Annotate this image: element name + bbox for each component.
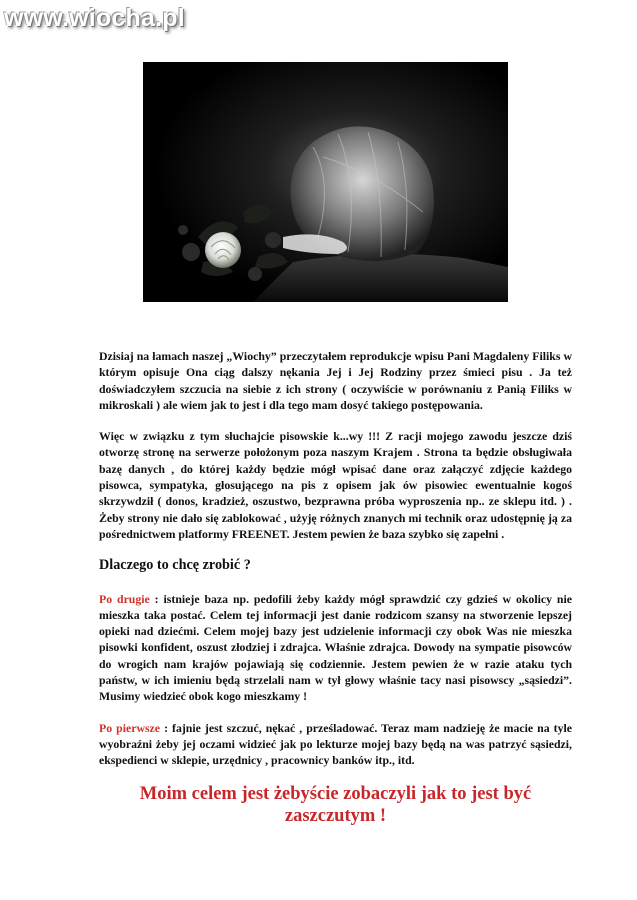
grieving-woman-photo [143, 62, 508, 302]
point-second [99, 591, 572, 705]
point-second-lead: Po drugie [99, 591, 150, 606]
paragraph-intro: Dzisiaj na łamach naszej „Wiochy” przeczytałem reprodukcje wpisu Pani Magdaleny Filiks w którym opisuje Ona ciąg dalszy nękania Jej i Jej Rodziny przez śmieci pisu . Ja też doświadczyłem szczucia na siebie z ich strony ( oczywiście w porównaniu z Panią Filiks w mikroskali ) ale wiem jak to jest i dla tego mam dosyć takiego postępowania. [99, 349, 572, 412]
article-body [99, 348, 572, 784]
point-second-text: : istnieje baza np. pedofili żeby każdy mógł sprawdzić czy gdzieś w okolicy nie mieszka taka postać. Celem tej informacji jest danie rodzicom szansy na stworzenie lepszej opieki nad dziećmi. Celem mojej bazy jest udzielenie informacji czy obok Was nie mieszka pisowki konfident, oszust złodziej i zdrajca. Właśnie zdrajca. Dowody na sympatie pisowców do wrogich nam krajów pojawiają się codziennie. Jestem pewien że w razie ataku tych państw, w ich imieniu będą strzelali nam w tył głowy właśnie tacy nasi pisowscy „sąsiedzi”. Musimy wiedzieć obok kogo mieszkamy ! [99, 591, 572, 704]
point-first-text: : fajnie jest szczuć, nękać , prześladować. Teraz mam nadzieję że macie na tyle wyobraźni żeby jej oczami widzieć jak po lekturze mojej bazy będą na was patrzyć sąsiedzi, ekspedienci w sklepie, urzędnicy , pracownicy banków itp., itd. [99, 720, 572, 768]
point-first [99, 720, 572, 769]
closing-statement: Moim celem jest żebyście zobaczyli jak to jest być zaszczutym ! [139, 784, 532, 826]
site-watermark: www.wiocha.pl [4, 4, 185, 32]
grieving-woman-with-rose-photo-icon [143, 62, 508, 302]
point-first-lead: Po pierwsze [99, 720, 161, 735]
paragraph-announcement: Więc w związku z tym słuchajcie pisowskie k...wy !!! Z racji mojego zawodu jeszcze dziś otworzę stronę na serwerze położonym poza naszym Krajem . Strona ta będzie obsługiwała bazę danych , do której każdy będzie mógł wpisać dane oraz załączyć zdjęcie każdego pisowca, sympatyka, głosującego na pis z opisem jak ów pisowiec ewentualnie kogoś skrzywdził ( donos, kradzież, oszustwo, bezprawna próba wyproszenia np.. ze sklepu itd. ) . Żeby strony nie dało się zablokować , użyję różnych znanych mi technik oraz udostępnię ją za pośrednictwem platformy FREENET. Jestem pewien że baza szybko się zapełni . [99, 429, 572, 541]
section-heading: Dlaczego to chcę zrobić ? [99, 557, 251, 574]
